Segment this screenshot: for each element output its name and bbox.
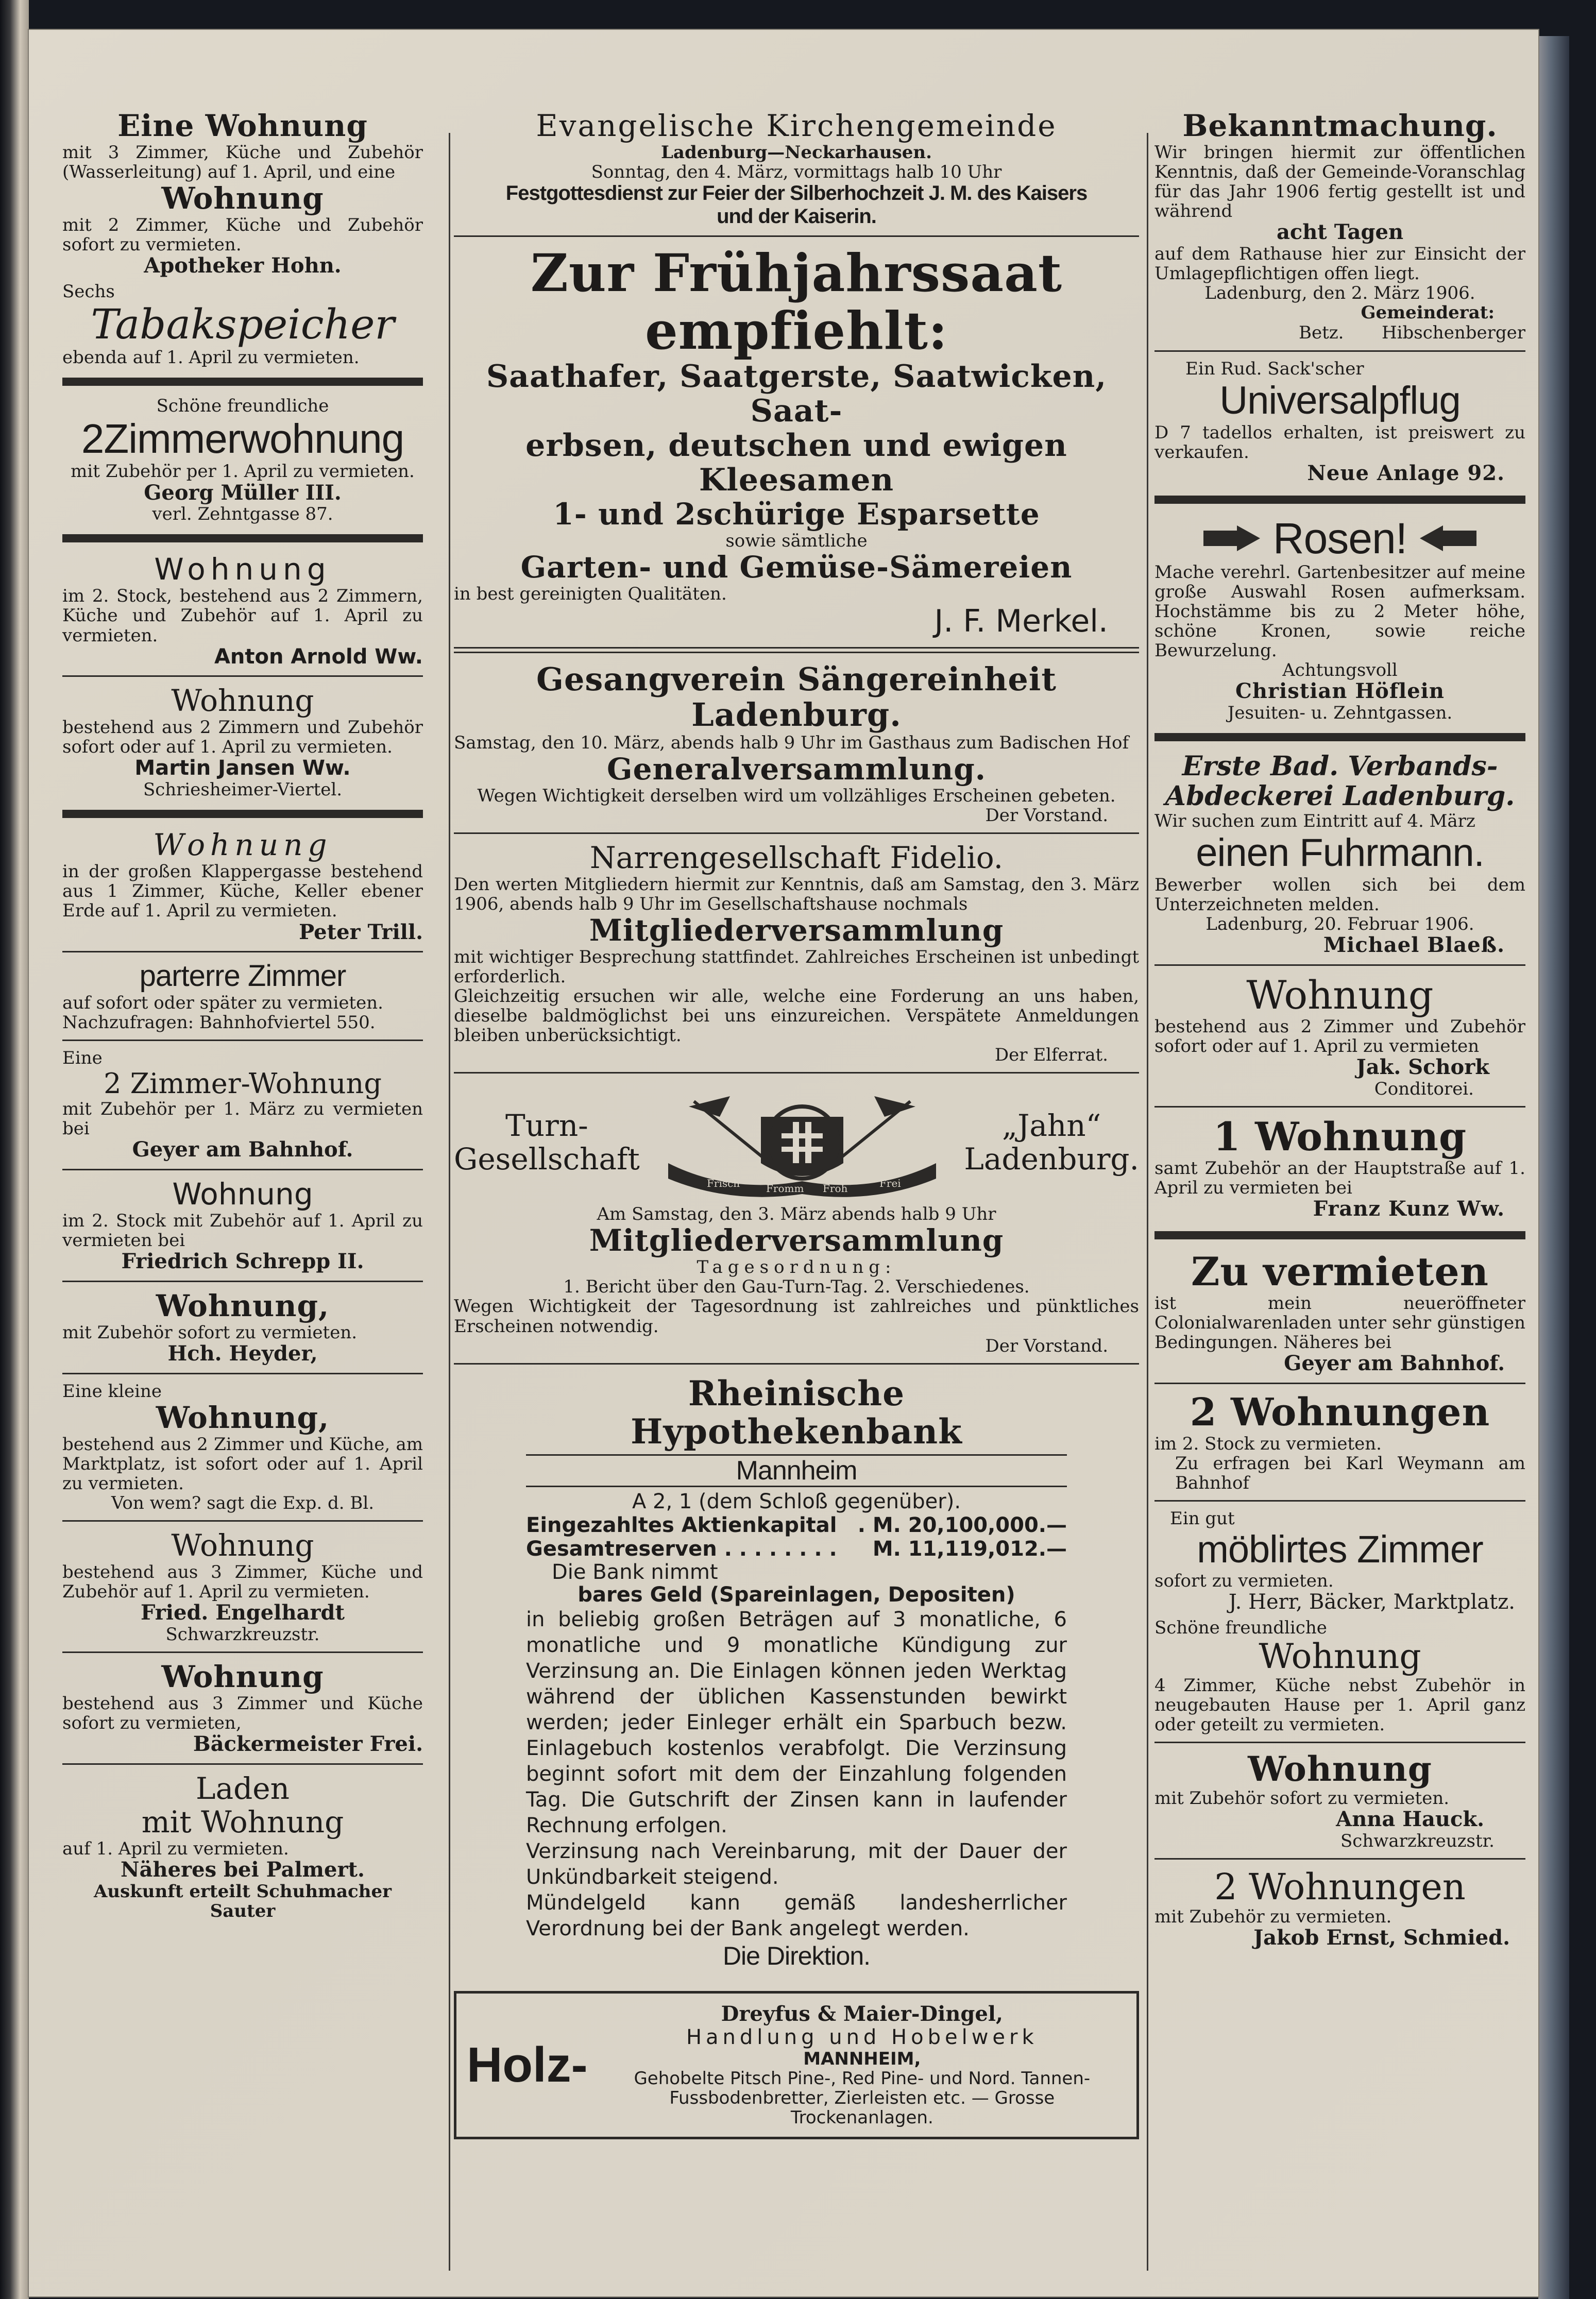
ad-body: im 2. Stock zu vermieten. bbox=[1154, 1433, 1382, 1454]
ad-signature: Betz. bbox=[1299, 322, 1344, 344]
separator bbox=[1154, 1383, 1525, 1384]
ad-title: Wohnung bbox=[171, 683, 314, 719]
ad-title: 2 Wohnungen bbox=[1190, 1390, 1490, 1435]
ad-hauck bbox=[1154, 1748, 1525, 1853]
ad-body: bestehend aus 3 Zimmer, Küche und Zubehör auf 1. April zu vermieten. bbox=[62, 1561, 423, 1603]
ad-narrengesellschaft bbox=[454, 839, 1139, 1067]
emblem-word: Froh bbox=[822, 1182, 847, 1195]
ad-signature: Bäckermeister Frei. bbox=[193, 1732, 423, 1757]
ad-body: bestehend aus 2 Zimmern und Zubehör sofort oder auf 1. April zu vermieten. bbox=[62, 717, 423, 758]
ad-mueller bbox=[62, 394, 423, 526]
ad-body: mit Zubehör sofort zu vermieten. bbox=[62, 1322, 358, 1343]
ad-kirchengemeinde bbox=[454, 107, 1139, 230]
separator bbox=[1154, 964, 1525, 966]
ad-pre: Schöne freundliche bbox=[156, 395, 329, 416]
ad-address: Jesuiten- u. Zehntgassen. bbox=[1227, 702, 1453, 723]
ad-body: auf dem Rathause hier zur Einsicht der Umlagepflichtigen offen liegt. bbox=[1154, 244, 1525, 284]
bank-takes: Die Bank nimmt bbox=[552, 1560, 718, 1584]
bank-address: A 2, 1 (dem Schloß gegenüber). bbox=[632, 1489, 961, 1513]
emblem-word: Fromm bbox=[766, 1182, 804, 1195]
ad-signature: Von wem? sagt die Exp. d. Bl. bbox=[111, 1492, 375, 1513]
ad-pre: Schöne freundliche bbox=[1154, 1617, 1327, 1638]
ad-title: Tabakspeicher bbox=[91, 300, 395, 349]
ad-title: Wohnung bbox=[172, 1176, 313, 1212]
ad-signature: Franz Kunz Ww. bbox=[1313, 1197, 1505, 1221]
ad-signature: Christian Höflein bbox=[1235, 679, 1445, 704]
ad-body: Zu erfragen bei Karl Weymann am Bahnhof bbox=[1175, 1453, 1525, 1493]
ad-body: ebenda auf 1. April zu vermieten. bbox=[62, 347, 360, 368]
ad-holzhandlung bbox=[454, 1991, 1139, 2139]
ad-herr bbox=[1154, 1507, 1525, 1616]
ad-pre: Sechs bbox=[62, 281, 115, 302]
column-rule bbox=[449, 133, 450, 2271]
book-edge bbox=[1538, 36, 1569, 2299]
ad-geyer bbox=[62, 1046, 423, 1164]
ad-body: Garten- und Gemüse-Sämereien bbox=[520, 550, 1073, 585]
ad-event: Mitgliederversammlung bbox=[589, 1223, 1004, 1258]
ad-body: Wegen Wichtigkeit derselben wird um vollzähliges Erscheinen gebeten. bbox=[477, 785, 1116, 806]
ad-title: Wohnung bbox=[1259, 1636, 1421, 1676]
ad-body: Am Samstag, den 3. März abends halb 9 Uhr bbox=[597, 1204, 996, 1225]
ad-schrepp bbox=[62, 1176, 423, 1275]
ad-pre: Eine bbox=[62, 1048, 103, 1069]
ad-title: Wohnung, bbox=[156, 1400, 330, 1435]
ad-title: Wohnung bbox=[153, 827, 332, 863]
ad-schoene-wohnung bbox=[1154, 1616, 1525, 1736]
bank-title: Rheinische Hypothekenbank bbox=[631, 1373, 962, 1452]
separator bbox=[1154, 733, 1525, 741]
separator bbox=[62, 1763, 423, 1765]
ad-body: mit Zubehör per 1. April zu vermieten. bbox=[71, 461, 415, 482]
ad-frei bbox=[62, 1658, 423, 1758]
ad-body: D 7 tadellos erhalten, ist preiswert zu verkaufen. bbox=[1154, 422, 1525, 463]
ad-title: Universalpflug bbox=[1219, 379, 1461, 423]
ad-universalpflug bbox=[1154, 357, 1525, 487]
separator bbox=[1154, 1742, 1525, 1743]
separator bbox=[62, 534, 423, 542]
ad-pre: Ein gut bbox=[1170, 1508, 1235, 1529]
ad-address: verl. Zehntgasse 87. bbox=[152, 504, 333, 525]
pointing-hand-right-icon bbox=[1201, 523, 1263, 554]
ad-title: 1 Wohnung bbox=[1213, 1113, 1467, 1160]
ad-title: Wohnung bbox=[161, 1659, 324, 1695]
ad-jansen bbox=[62, 682, 423, 802]
ad-signature: Der Elferrat. bbox=[994, 1045, 1108, 1066]
ad-engelhardt bbox=[62, 1527, 423, 1646]
ad-signatures bbox=[1154, 322, 1525, 343]
separator bbox=[1154, 1500, 1525, 1502]
ad-signature: Jak. Schork bbox=[1356, 1054, 1489, 1079]
ad-body: Näheres bei Palmert. bbox=[121, 1857, 365, 1882]
ad-parterre bbox=[62, 958, 423, 1034]
ad-title: Wohnung bbox=[161, 181, 324, 216]
separator bbox=[62, 675, 423, 677]
bank-reserves-value: M. 11,119,012.— bbox=[872, 1537, 1067, 1561]
ad-body: mit 2 Zimmer, Küche und Zubehör sofort zu vermieten. bbox=[62, 215, 423, 256]
ad-body: mit 3 Zimmer, Küche und Zubehör (Wasserleitung) auf 1. April, und eine bbox=[62, 142, 423, 183]
ad-address: Neue Anlage 92. bbox=[1307, 461, 1505, 485]
separator bbox=[1154, 1231, 1525, 1239]
ad-arnold bbox=[62, 551, 423, 670]
ad-signature: Fried. Engelhardt bbox=[141, 1600, 345, 1625]
ad-signature: Hibschenberger bbox=[1382, 322, 1525, 344]
ad-signature: Martin Jansen Ww. bbox=[134, 756, 351, 780]
ad-regards: Achtungsvoll bbox=[1282, 659, 1398, 680]
turn-right-2: Ladenburg. bbox=[964, 1142, 1139, 1177]
ad-body: ist mein neueröffneter Colonialwarenladen unter sehr günstigen Bedingungen. Näheres bei bbox=[1154, 1292, 1525, 1353]
separator bbox=[454, 647, 1139, 653]
ad-signature: Hch. Heyder, bbox=[167, 1341, 318, 1366]
ad-title: Zu vermieten bbox=[1191, 1248, 1489, 1295]
ad-body: Festgottesdienst zur Feier der Silberhochzeit J. M. des Kaisers bbox=[505, 182, 1088, 205]
ad-gesangverein bbox=[454, 659, 1139, 827]
ad-body: mit Zubehör zu vermieten. bbox=[1154, 1906, 1392, 1928]
ad-ernst bbox=[1154, 1865, 1525, 1952]
turn-right bbox=[964, 1109, 1139, 1176]
ad-body: Wir bringen hiermit zur öffentlichen Kenntnis, daß der Gemeinde-Voranschlag für das Jahr 1906 fertig gestellt ist und während bbox=[1154, 142, 1525, 222]
ad-pre: Ein Rud. Sack'scher bbox=[1185, 359, 1364, 380]
ad-body: auf sofort oder später zu vermieten. bbox=[62, 993, 383, 1014]
ad-body: im 2. Stock mit Zubehör auf 1. April zu vermieten bei bbox=[62, 1210, 423, 1251]
ad-body: bestehend aus 3 Zimmer und Küche sofort zu vermieten, bbox=[62, 1693, 423, 1734]
ad-body: Sonntag, den 4. März, vormittags halb 10 Uhr bbox=[591, 162, 1002, 183]
holz-body-1: Gehobelte Pitsch Pine-, Red Pine- und Nord. Tannen- bbox=[634, 2068, 1091, 2089]
bank-deposits: bares Geld (Spareinlagen, Depositen) bbox=[578, 1583, 1015, 1607]
ad-title: mit Wohnung bbox=[141, 1804, 344, 1840]
ad-title: Erste Bad. Verbands- bbox=[1182, 750, 1498, 782]
ad-body: mit Zubehör sofort zu vermieten. bbox=[1154, 1788, 1450, 1809]
ad-signature: J. Herr, Bäcker, Marktplatz. bbox=[1228, 1590, 1515, 1614]
bank-capital-row bbox=[526, 1513, 1067, 1537]
ad-body: Saathafer, Saatgerste, Saatwicken, Saat- bbox=[486, 358, 1107, 429]
ad-body: sofort zu vermieten. bbox=[1154, 1571, 1334, 1592]
ad-body: 4 Zimmer, Küche nebst Zubehör in neugebauten Hause per 1. April ganz oder geteilt zu vermieten. bbox=[1154, 1675, 1525, 1735]
bank-body: Mündelgeld kann gemäß landesherrlicher Verordnung bei der Bank angelegt werden. bbox=[526, 1891, 1067, 1941]
ad-body: Bewerber wollen sich bei dem Unterzeichneten melden. bbox=[1154, 874, 1525, 915]
ad-hypothekenbank bbox=[454, 1370, 1139, 1976]
ad-title: Gesangverein Sängereinheit Ladenburg. bbox=[536, 660, 1057, 734]
separator bbox=[454, 1363, 1139, 1365]
turn-right-1: „Jahn“ bbox=[1002, 1108, 1101, 1144]
ad-title: Wohnung, bbox=[156, 1288, 330, 1323]
ad-title: Narrengesellschaft Fidelio. bbox=[589, 840, 1004, 875]
ad-signature: Peter Trill. bbox=[299, 919, 423, 944]
ad-weymann bbox=[1154, 1389, 1525, 1495]
ad-signature: Georg Müller III. bbox=[144, 480, 342, 505]
rosen-header bbox=[1154, 514, 1525, 563]
ad-date: Ladenburg, 20. Februar 1906. bbox=[1206, 913, 1474, 934]
ad-signature: Anton Arnold Ww. bbox=[214, 644, 423, 669]
ad-kleine-wohnung bbox=[62, 1380, 423, 1515]
separator bbox=[1154, 1106, 1525, 1108]
ad-turngesellschaft bbox=[454, 1079, 1139, 1357]
ad-address: Schwarzkreuzstr. bbox=[165, 1624, 320, 1645]
ad-title: 2 Zimmer-Wohnung bbox=[104, 1067, 382, 1100]
separator bbox=[62, 1651, 423, 1653]
ad-title: Abdeckerei Ladenburg. bbox=[1165, 780, 1515, 812]
ad-date: Ladenburg, den 2. März 1906. bbox=[1204, 283, 1475, 304]
ad-signature: J. F. Merkel. bbox=[934, 603, 1108, 639]
bank-capital-value: . M. 20,100,000.— bbox=[857, 1513, 1067, 1537]
ad-council: Gemeinderat: bbox=[1361, 302, 1495, 323]
turn-left-2: Gesellschaft bbox=[454, 1142, 640, 1177]
separator bbox=[62, 378, 423, 386]
ad-title: Wohnung bbox=[1246, 972, 1434, 1018]
ad-schork bbox=[1154, 971, 1525, 1101]
turn-header bbox=[454, 1086, 1139, 1199]
bank-body: in beliebig großen Beträgen auf 3 monatliche, 6 monatliche und 9 monatliche Kündigung zur Verzinsung an. Die Einlagen können jeden Werktag während der üblichen Kassenstunden bewirkt werden; jeder Einleger erhält ein Sparbuch bezw. Einlagebuch kostenlos verabfolgt. Die Verzinsung beginnt sofort mit dem der Einzahlung folgenden Tag. Die Gutschrift der Zinsen kann in laufender Rechnung erfolgen. bbox=[526, 1608, 1067, 1838]
ad-body: 1- und 2schürige Esparsette bbox=[553, 497, 1040, 532]
separator bbox=[1154, 350, 1525, 352]
column-rule bbox=[1147, 133, 1148, 2271]
ad-subtitle: Ladenburg—Neckarhausen. bbox=[661, 142, 932, 163]
ad-body: sowie sämtliche bbox=[725, 531, 868, 552]
bank-body: Verzinsung nach Vereinbarung, mit der Dauer der Unkündbarkeit steigend. bbox=[526, 1840, 1067, 1889]
bank-reserves-label: Gesamtreserven . . . . . . . . bbox=[526, 1537, 837, 1561]
ad-body: Samstag, den 10. März, abends halb 9 Uhr im Gasthaus zum Badischen Hof bbox=[454, 732, 1129, 753]
emblem-word: Frei bbox=[879, 1177, 901, 1190]
ad-title: Zur Frühjahrssaat empfiehlt: bbox=[530, 242, 1063, 361]
ad-body: Gleichzeitig ersuchen wir alle, welche eine Forderung an uns haben, dieselbe baldmöglichst bei uns einzureichen. Verspätete Anmeldungen bleiben unberücksichtigt. bbox=[454, 985, 1139, 1046]
ad-signature: Auskunft erteilt Schuhmacher Sauter bbox=[93, 1881, 392, 1921]
ad-body: Wir suchen zum Eintritt auf 4. März bbox=[1154, 811, 1475, 832]
separator bbox=[454, 1072, 1139, 1074]
ad-headline: einen Fuhrmann. bbox=[1196, 831, 1484, 875]
ad-heyder bbox=[62, 1287, 423, 1368]
bank-reserves-row bbox=[526, 1537, 1067, 1561]
ad-title: Evangelische Kirchengemeinde bbox=[536, 108, 1057, 143]
ad-title: 2 Wohnungen bbox=[1214, 1865, 1466, 1908]
ad-title: Wohnung bbox=[1248, 1749, 1432, 1790]
ad-merkel bbox=[454, 242, 1139, 641]
ad-signature: Anna Hauck. bbox=[1336, 1807, 1484, 1832]
holz-firm: Dreyfus & Maier-Dingel, bbox=[721, 2002, 1003, 2026]
holz-line: Handlung und Hobelwerk bbox=[686, 2025, 1038, 2049]
ad-title: Bekanntmachung. bbox=[1182, 108, 1498, 143]
ad-pre: Eine kleine bbox=[62, 1381, 162, 1402]
ad-body: bestehend aus 2 Zimmer und Zubehör sofort oder auf 1. April zu vermieten bbox=[1154, 1016, 1525, 1057]
ad-title: Laden bbox=[196, 1770, 290, 1806]
column-middle bbox=[454, 107, 1139, 2271]
separator bbox=[454, 235, 1139, 237]
ad-title: 2Zimmerwohnung bbox=[81, 415, 404, 462]
ad-title: parterre Zimmer bbox=[139, 959, 346, 993]
separator bbox=[1154, 496, 1525, 504]
ad-bekanntmachung bbox=[1154, 107, 1525, 345]
ad-event: Mitgliederversammlung bbox=[589, 912, 1004, 948]
ad-body: Wegen Wichtigkeit der Tagesordnung ist zahlreiches und pünktliches Erscheinen notwendig. bbox=[454, 1296, 1139, 1337]
ad-signature: Geyer am Bahnhof. bbox=[1284, 1351, 1505, 1376]
ad-address: Schwarzkreuzstr. bbox=[1340, 1830, 1495, 1851]
holz-city: MANNHEIM, bbox=[803, 2048, 921, 2069]
ad-title: möblirtes Zimmer bbox=[1197, 1528, 1483, 1571]
emblem-word: Frisch bbox=[706, 1177, 740, 1190]
ad-hohn bbox=[62, 107, 423, 280]
separator bbox=[62, 1281, 423, 1282]
ad-body: in best gereinigten Qualitäten. bbox=[454, 584, 727, 605]
ad-body: erbsen, deutschen und ewigen Kleesamen bbox=[525, 428, 1067, 499]
ad-trill bbox=[62, 826, 423, 946]
ad-address: Conditorei. bbox=[1374, 1078, 1474, 1099]
pointing-hand-left-icon bbox=[1417, 523, 1479, 554]
ad-body: Mache verehrl. Gartenbesitzer auf meine große Auswahl Rosen aufmerksam. Hochstämme bis zu 2 Meter höhe, schöne Kronen, sowie reiche Bewurzelung. bbox=[1154, 561, 1525, 661]
ad-signature: Geyer am Bahnhof. bbox=[132, 1137, 353, 1162]
ad-signature: Michael Blaeß. bbox=[1323, 932, 1505, 957]
ad-body: auf 1. April zu vermieten. bbox=[62, 1838, 289, 1859]
newspaper-page bbox=[29, 30, 1538, 2296]
ad-agenda: 1. Bericht über den Gau-Turn-Tag. 2. Verschiedenes. bbox=[563, 1276, 1030, 1298]
ad-body: Nachzufragen: Bahnhofviertel 550. bbox=[62, 1012, 376, 1033]
ad-body: mit Zubehör per 1. März zu vermieten bei bbox=[62, 1099, 423, 1139]
ad-title: Eine Wohnung bbox=[117, 108, 368, 143]
ad-signature: Apotheker Hohn. bbox=[144, 253, 342, 278]
ad-abdeckerei bbox=[1154, 750, 1525, 959]
column-left bbox=[62, 107, 423, 2271]
separator bbox=[62, 1169, 423, 1170]
turner-cross-emblem-icon bbox=[658, 1086, 946, 1199]
ad-signature: Friedrich Schrepp II. bbox=[121, 1249, 364, 1274]
holz-body-2: Fussbodenbretter, Zierleisten etc. — Grosse Trockenanlagen. bbox=[669, 2087, 1055, 2128]
ad-signature: Der Vorstand. bbox=[985, 805, 1108, 826]
ad-body: in der großen Klappergasse bestehend aus 1 Zimmer, Küche, Keller ebener Erde auf 1. April zu vermieten. bbox=[62, 861, 423, 922]
holz-word: Holz- bbox=[467, 2037, 588, 2093]
ad-laden bbox=[62, 1770, 423, 1923]
ad-geyer-laden bbox=[1154, 1248, 1525, 1377]
book-binding bbox=[0, 0, 29, 2299]
ad-title: Wohnung bbox=[154, 552, 331, 587]
column-right bbox=[1154, 107, 1525, 2271]
ad-body: und der Kaiserin. bbox=[717, 205, 876, 228]
ad-agenda-title: Tagesordnung: bbox=[697, 1257, 896, 1278]
ad-body: acht Tagen bbox=[1276, 220, 1404, 245]
holz-body bbox=[598, 2003, 1126, 2127]
separator bbox=[62, 810, 423, 818]
separator bbox=[62, 1040, 423, 1041]
bank-city: Mannheim bbox=[526, 1454, 1067, 1487]
separator bbox=[1154, 1858, 1525, 1860]
ad-title: Wohnung bbox=[171, 1528, 314, 1563]
bank-capital-label: Eingezahltes Aktienkapital bbox=[526, 1513, 837, 1537]
separator bbox=[62, 1373, 423, 1374]
separator bbox=[454, 832, 1139, 834]
ad-body: samt Zubehör an der Hauptstraße auf 1. April zu vermieten bei bbox=[1154, 1157, 1525, 1198]
ad-signature: Jakob Ernst, Schmied. bbox=[1253, 1926, 1510, 1950]
ad-body: Den werten Mitgliedern hiermit zur Kenntnis, daß am Samstag, den 3. März 1906, abends halb 9 Uhr im Gesellschaftshause nochmals bbox=[454, 874, 1139, 914]
ad-rosen bbox=[1154, 512, 1525, 725]
ad-signature: Der Vorstand. bbox=[985, 1335, 1108, 1356]
ad-tabakspeicher bbox=[62, 280, 423, 369]
turn-left-1: Turn- bbox=[505, 1108, 588, 1144]
separator bbox=[62, 951, 423, 952]
turn-left bbox=[454, 1109, 640, 1176]
ad-event: Generalversammlung. bbox=[607, 751, 986, 787]
ad-body: bestehend aus 2 Zimmer und Küche, am Marktplatz, ist sofort oder auf 1. April zu vermieten. bbox=[62, 1434, 423, 1494]
bank-signature: Die Direktion. bbox=[722, 1942, 871, 1971]
ad-kunz bbox=[1154, 1113, 1525, 1223]
ad-body: mit wichtiger Besprechung stattfindet. Zahlreiches Erscheinen ist unbedingt erforderlich. bbox=[454, 946, 1139, 987]
ad-address: Schriesheimer-Viertel. bbox=[143, 779, 343, 801]
separator bbox=[62, 1520, 423, 1522]
ad-title: Rosen! bbox=[1272, 514, 1407, 563]
ad-body: im 2. Stock, bestehend aus 2 Zimmern, Küche und Zubehör auf 1. April zu vermieten. bbox=[62, 586, 423, 646]
